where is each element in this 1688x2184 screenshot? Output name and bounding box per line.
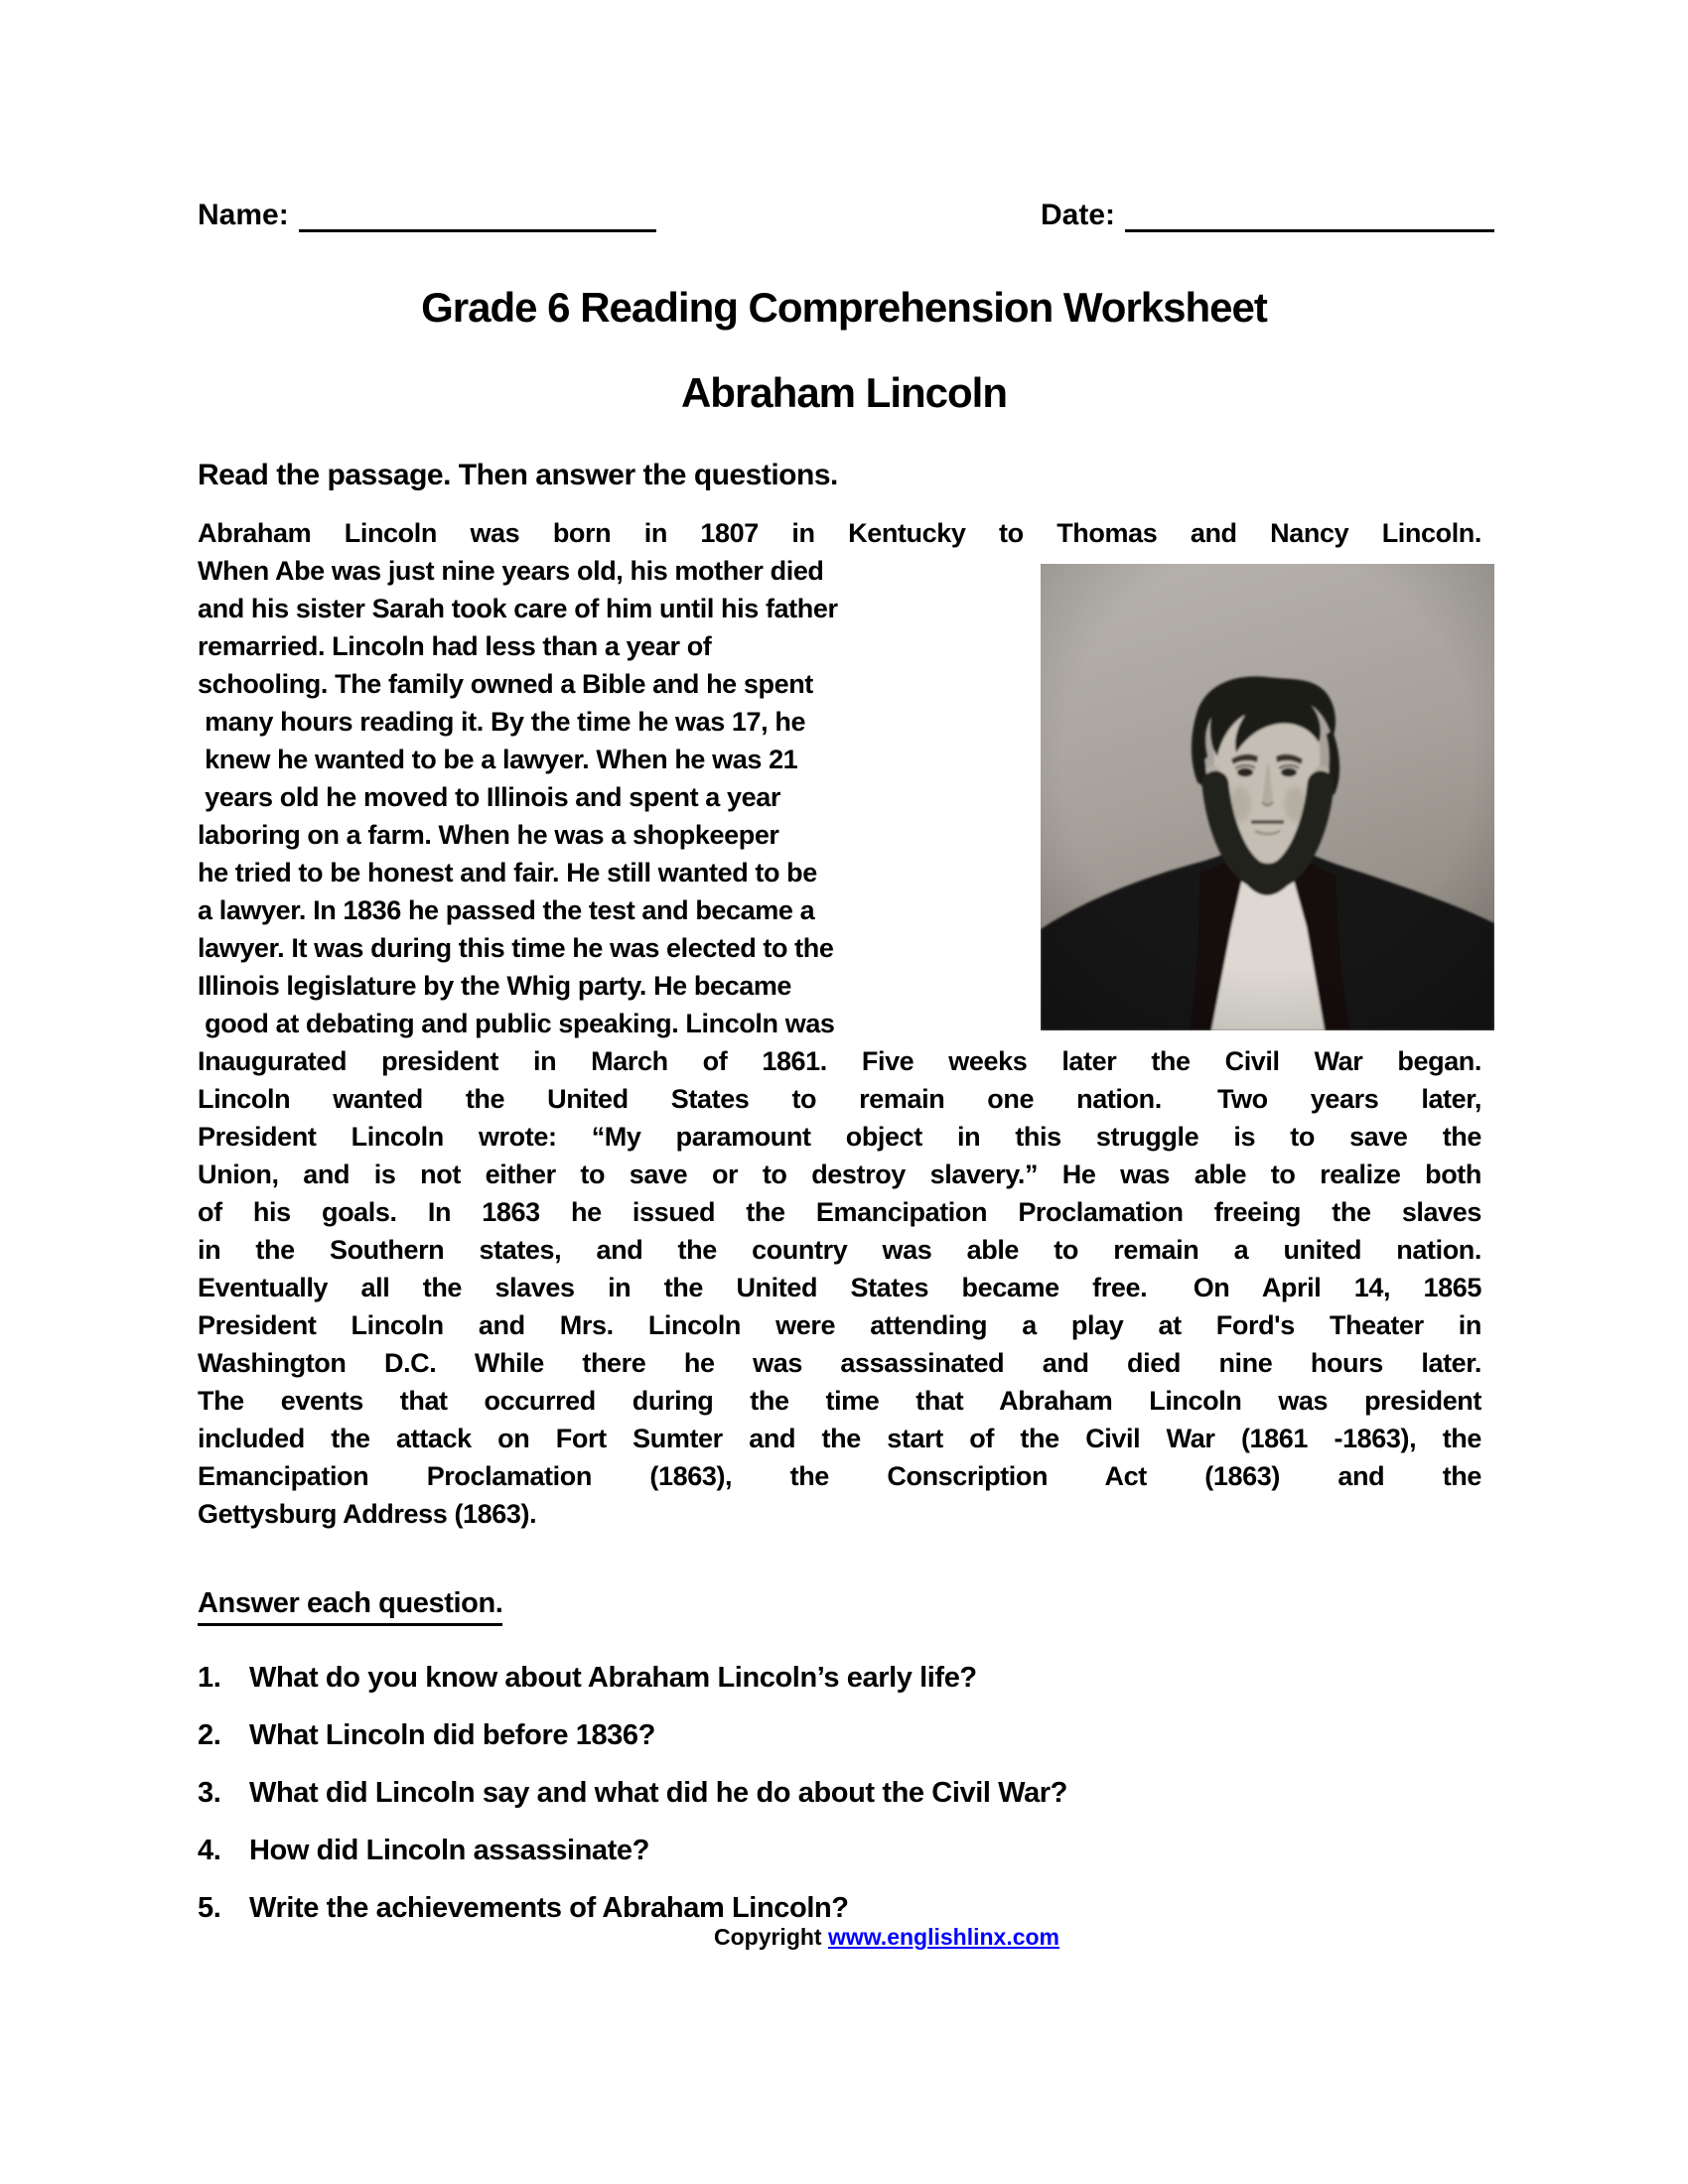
passage-line: schooling. The family owned a Bible and he spent [198, 669, 813, 699]
passage-line: When Abe was just nine years old, his mother died [198, 556, 824, 586]
question-number: 5. [198, 1892, 221, 1924]
passage-line: and his sister Sarah took care of him until his father [198, 594, 838, 623]
page-title: Grade 6 Reading Comprehension Worksheet [421, 284, 1267, 331]
passage-line: Illinois legislature by the Whig party. He became [198, 971, 792, 1001]
question-item [198, 1717, 1481, 1753]
name-field-group [198, 199, 656, 232]
lincoln-portrait-image [1041, 564, 1494, 1030]
passage-line: he tried to be honest and fair. He still wanted to be [198, 858, 817, 887]
passage-line: of his goals. In 1863 he issued the Emancipation Proclamation freeing the slaves [198, 1197, 1481, 1227]
question-text: How did Lincoln assassinate? [249, 1835, 649, 1866]
passage-line: lawyer. It was during this time he was elected to the [198, 933, 834, 963]
name-blank-line [299, 200, 656, 232]
questions-heading: Answer each question. [198, 1586, 502, 1626]
question-text: What do you know about Abraham Lincoln’s early life? [249, 1662, 977, 1694]
passage-line: Eventually all the slaves in the United States became free. On April 14, 1865 [198, 1273, 1481, 1302]
passage-line: knew he wanted to be a lawyer. When he was 21 [198, 745, 798, 774]
passage-line: included the attack on Fort Sumter and the start of the Civil War (1861 -1863), the [198, 1424, 1481, 1453]
passage-line: remarried. Lincoln had less than a year of [198, 631, 712, 661]
passage-line: years old he moved to Illinois and spent a year [198, 782, 780, 812]
passage-line: Emancipation Proclamation (1863), the Conscription Act (1863) and the [198, 1461, 1481, 1491]
question-item [198, 1890, 1481, 1926]
copyright-link[interactable]: www.englishlinx.com [827, 1924, 1060, 1950]
passage-line: President Lincoln wrote: “My paramount object in this struggle is to save the [198, 1122, 1481, 1152]
passage-line: laboring on a farm. When he was a shopkeeper [198, 820, 779, 850]
passage-line: in the Southern states, and the country was able to remain a united nation. [198, 1235, 1481, 1265]
passage-wrapped-lines [198, 552, 1028, 1042]
page-subtitle: Abraham Lincoln [680, 369, 1008, 416]
question-number: 4. [198, 1835, 221, 1866]
passage-line: Inaugurated president in March of 1861. Five weeks later the Civil War began. [198, 1046, 1481, 1076]
passage-line: Union, and is not either to save or to destroy slavery.” He was able to realize both [198, 1160, 1481, 1189]
question-item [198, 1833, 1481, 1868]
passage-justified-lines [198, 1042, 1481, 1533]
header-row [198, 199, 1494, 232]
question-number: 2. [198, 1719, 221, 1751]
instruction-text: Read the passage. Then answer the questions. [198, 459, 838, 491]
question-text: What Lincoln did before 1836? [249, 1719, 655, 1751]
passage-line: President Lincoln and Mrs. Lincoln were attending a play at Ford's Theater in [198, 1310, 1481, 1340]
question-item [198, 1775, 1481, 1811]
copyright-text: Copyright [713, 1924, 828, 1950]
passage-intro-line: Abraham Lincoln was born in 1807 in Kentucky to Thomas and Nancy Lincoln. [198, 518, 1481, 548]
lincoln-photo [1041, 564, 1494, 1030]
date-blank-line [1125, 200, 1494, 232]
passage-line: Gettysburg Address (1863). [198, 1499, 537, 1529]
date-field-group [1041, 199, 1494, 232]
passage-line: many hours reading it. By the time he was 17, he [198, 707, 806, 737]
question-number: 1. [198, 1662, 221, 1694]
footer [0, 1924, 1688, 1951]
date-label: Date: [1040, 199, 1115, 231]
question-number: 3. [198, 1777, 221, 1809]
question-item [198, 1660, 1481, 1696]
name-label: Name: [198, 199, 289, 231]
passage-line: Washington D.C. While there he was assassinated and died nine hours later. [198, 1348, 1481, 1378]
question-text: Write the achievements of Abraham Lincoln? [249, 1892, 849, 1924]
passage-line: good at debating and public speaking. Lincoln was [198, 1009, 835, 1038]
passage-line: a lawyer. In 1836 he passed the test and became a [198, 895, 815, 925]
passage-line: The events that occurred during the time that Abraham Lincoln was president [198, 1386, 1481, 1416]
questions-section [198, 1586, 1481, 1926]
passage-line: Lincoln wanted the United States to remain one nation. Two years later, [198, 1084, 1481, 1114]
question-text: What did Lincoln say and what did he do about the Civil War? [249, 1777, 1067, 1809]
